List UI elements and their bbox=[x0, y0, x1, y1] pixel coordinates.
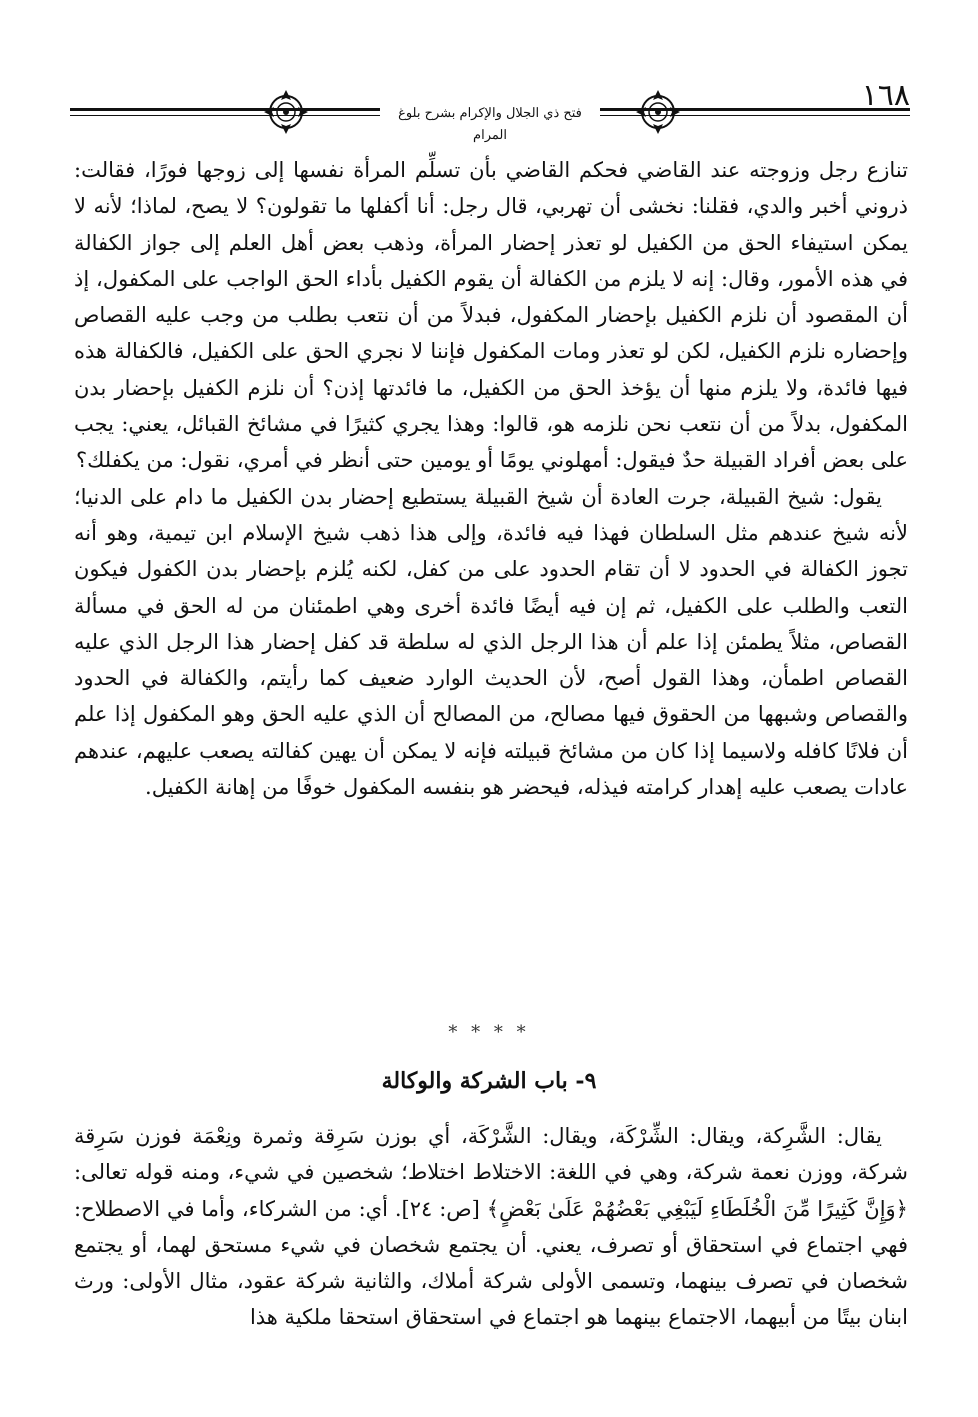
paragraph: تنازع رجل وزوجته عند القاضي فحكم القاضي بأن تسلِّم المرأة نفسها إلى زوجها فورًا، فقالت: ذروني أخبر والدي، فقلنا: نخشى أن تهربي، قال رجل: أنا أكفلها ما تقولون؟ لا يصح، لماذا؛ لأنه لا يمكن استيفاء الحق من الكفيل لو تعذر إحضار المرأة، وذهب بعض أهل العلم إلى جواز الكفالة في هذه الأمور، وقال: إنه لا يلزم من الكفالة أن يقوم الكفيل بأداء الحق الواجب على المكفول، إذ أن المقصود أن نلزم الكفيل بإحضار المكفول، فبدلاً من أن نتعب بطلب من وجب عليه القصاص وإحضاره نلزم الكفيل، لكن لو تعذر ومات المكفول فإننا لا نجري الحق على الكفيل، فالكفالة هذه فيها فائدة، ولا يلزم منها أن يؤخذ الحق من الكفيل، ما فائدتها إذن؟ أن نلزم الكفيل بإحضار بدن المكفول، بدلاً من أن نتعب نحن نلزمه هو، قالوا: وهذا يجري كثيرًا في مشائخ القبائل، يعني: يجب على بعض أفراد القبيلة حدٌ فيقول: أمهلوني يومًا أو يومين حتى أنظر في أمري، نقول: من يكفلك؟ bbox=[74, 158, 908, 473]
main-text bbox=[74, 152, 908, 805]
section-title: ٩- باب الشركة والوكالة bbox=[381, 1068, 597, 1094]
paragraph: يقال: الشَّرِكة، ويقال: الشِّرْكَة، ويقال: الشَّرْكَة، أي بوزن سَرِقة وثمرة ونِعْمَة فوزن سَرِقة شركة، ووزن نعمة شركة، وهي في اللغة: الاختلاط اختلاط؛ شخصين في شيء، ومنه قوله تعالى: ﴿وَإِنَّ كَثِيرًا مِّنَ الْخُلَطَاءِ لَيَبْغِي بَعْضُهُمْ عَلَىٰ بَعْضٍ﴾ [ص: ٢٤]. أي: من الشركاء، وأما في الاصطلاح: فهي اجتماع في استحقاق أو تصرف، يعني. أن يجتمع شخصان في شيء مستحق لهما، أو يجتمع شخصان في تصرف بينهما، وتسمى الأولى شركة أملاك، والثانية شركة عقود، مثال الأولى: ورث ابنان بيتًا من أبيهما، الاجتماع بينهما هو اجتماع في استحقاق استحقا ملكية هذا bbox=[74, 1124, 908, 1330]
running-title: فتح ذي الجلال والإكرام بشرح بلوغ المرام bbox=[380, 103, 600, 125]
floral-ornament-icon bbox=[260, 86, 312, 138]
section-separator: * * * * bbox=[448, 1022, 530, 1043]
page-number: ١٦٨ bbox=[861, 78, 910, 113]
page-header bbox=[70, 78, 910, 143]
paragraph: يقول: شيخ القبيلة، جرت العادة أن شيخ القبيلة يستطيع إحضار بدن الكفيل ما دام على الدنيا؛ لأنه شيخ عندهم مثل السلطان فهذا فيه فائدة، وإلى هذا ذهب شيخ الإسلام ابن تيمية، وهو أنه تجوز الكفالة في الحدود لا أن تقام الحدود على من كفل، لكنه يُلزم بإحضار بدن الكفول فيكون التعب والطلب على الكفيل، ثم إن فيه أيضًا فائدة أخرى وهي اطمئنان من له الحق في مسألة القصاص، مثلاً يطمئن إذا علم أن هذا الرجل الذي له سلطة قد كفل إحضار هذا الرجل الذي عليه القصاص اطمأن، وهذا القول أصح، لأن الحديث الوارد ضعيف كما رأيتم، والكفالة في الحدود والقصاص وشبهها من الحقوق فيها مصالح، من المصالح أن الذي عليه الحق وهو المكفول إذا علم أن فلانًا كافله ولاسيما إذا كان من مشائخ قبيلته فإنه لا يمكن أن يهين كفالته يصعب عليهم، عندهم عادات يصعب عليه إهدار كرامته فيذله، فيحضر هو بنفسه المكفول خوفًا من إهانة الكفيل. bbox=[74, 484, 908, 800]
floral-ornament-icon bbox=[632, 86, 684, 138]
section-text bbox=[74, 1118, 908, 1336]
